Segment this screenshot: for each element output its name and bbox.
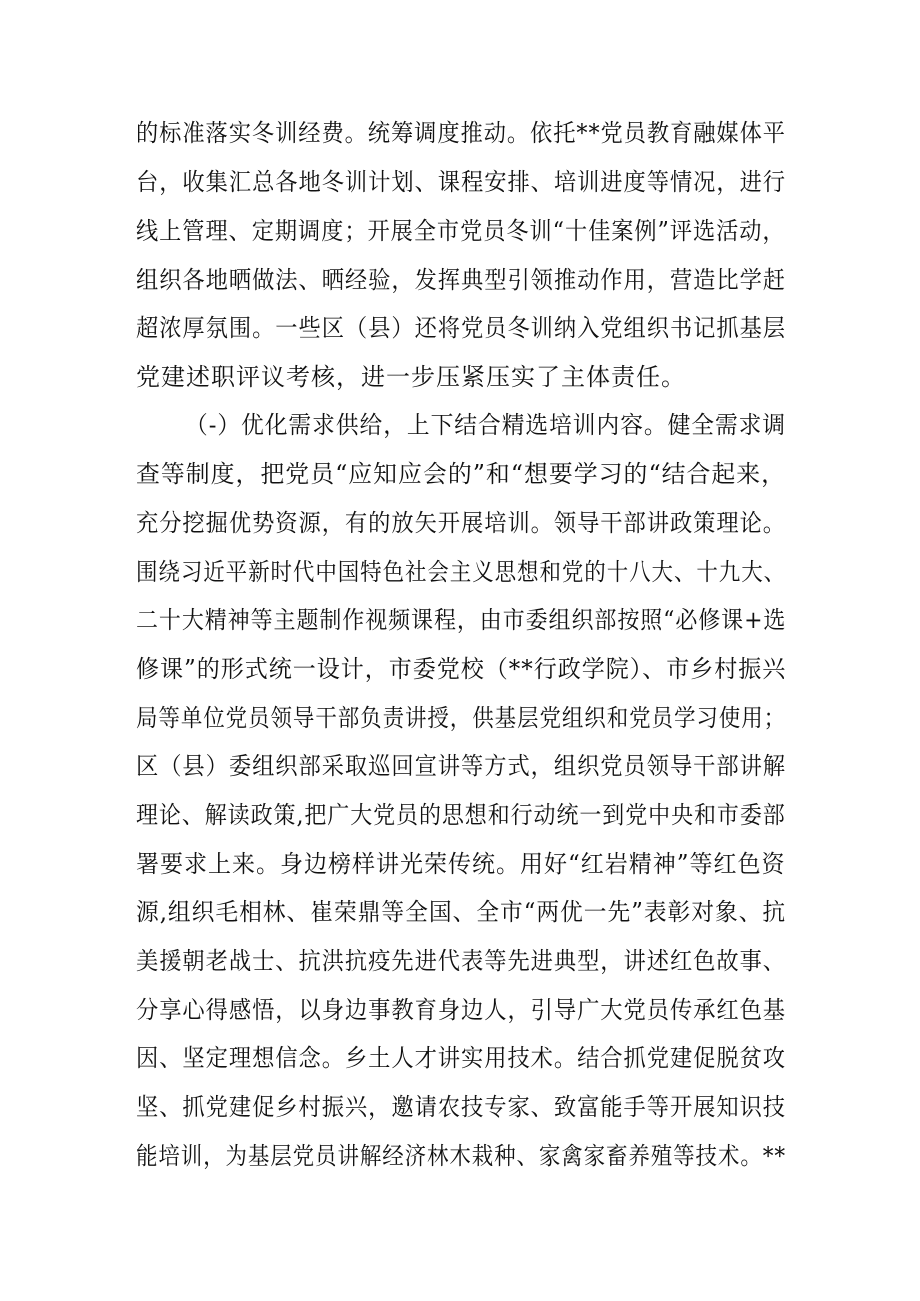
text-line: 组织各地晒做法、晒经验，发挥典型引领推动作用，营造比学赶 xyxy=(136,266,787,294)
text-line: 查等制度，把党员“应知应会的”和“想要学习的“结合起来， xyxy=(136,460,787,488)
text-line: 台，收集汇总各地冬训计划、课程安排、培训进度等情况，进行 xyxy=(136,168,787,196)
text-line: 区（县）委组织部采取巡回宣讲等方式，组织党员领导干部讲解 xyxy=(136,752,787,780)
text-line: 超浓厚氛围。一些区（县）还将党员冬训纳入党组织书记抓基层 xyxy=(136,314,787,342)
text-line: 美援朝老战士、抗洪抗疫先进代表等先进典型，讲述红色故事、 xyxy=(136,947,787,975)
paragraph-heading-line: （-）优化需求供给，上下结合精选培训内容。健全需求调 xyxy=(185,411,787,439)
text-line: 坚、抓党建促乡村振兴，邀请农技专家、致富能手等开展知识技 xyxy=(136,1093,787,1121)
text-line: 线上管理、定期调度；开展全市党员冬训“十佳案例”评选活动， xyxy=(136,217,786,245)
text-line: 党建述职评议考核，进一步压紧压实了主体责任。 xyxy=(136,363,686,391)
text-line: 源,组织毛相林、崔荣鼎等全国、全市“两优一先”表彰对象、抗 xyxy=(136,898,787,926)
text-line: 修课”的形式统一设计，市委党校（**行政学院）、市乡村振兴 xyxy=(136,655,787,683)
text-line: 的标准落实冬训经费。统筹调度推动。依托**党员教育融媒体平 xyxy=(136,119,786,147)
text-line: 分享心得感悟，以身边事教育身边人，引导广大党员传承红色基 xyxy=(136,996,787,1024)
text-line: 署要求上来。身边榜样讲光荣传统。用好“红岩精神”等红色资 xyxy=(136,850,786,878)
text-line: 围绕习近平新时代中国特色社会主义思想和党的十八大、十九大、 xyxy=(136,558,787,586)
text-line: 局等单位党员领导干部负责讲授，供基层党组织和党员学习使用； xyxy=(136,704,787,732)
text-line: 因、坚定理想信念。乡土人才讲实用技术。结合抓党建促脱贫攻 xyxy=(136,1044,787,1072)
text-line: 能培训，为基层党员讲解经济林木栽种、家禽家畜养殖等技术。** xyxy=(136,1142,786,1170)
text-line: 充分挖掘优势资源，有的放矢开展培训。领导干部讲政策理论。 xyxy=(136,509,787,537)
text-line: 二十大精神等主题制作视频课程，由市委组织部按照“必修课+选 xyxy=(136,606,787,634)
text-line: 理论、解读政策,把广大党员的思想和行动统一到党中央和市委部 xyxy=(136,801,786,829)
